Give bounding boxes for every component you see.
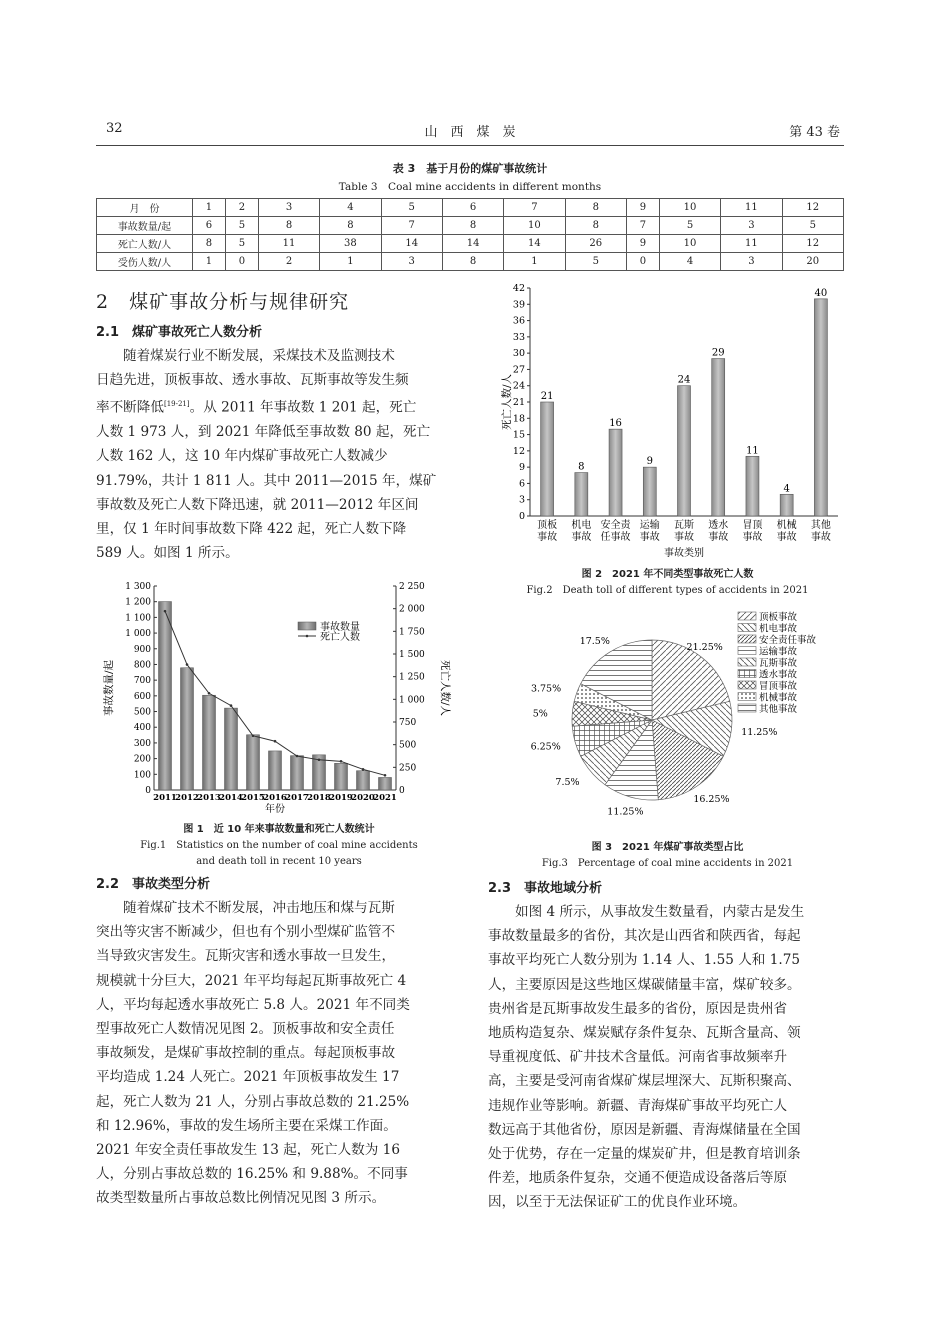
figure-1-caption xyxy=(96,822,462,870)
y-tick-label: 500 xyxy=(133,707,151,718)
table-header-row xyxy=(97,199,844,217)
text-line: 随着煤炭行业不断发展，采煤技术及监测技术 xyxy=(123,348,395,364)
y-tick-label: 39 xyxy=(512,299,525,311)
text-line: 事故频发，是煤矿事故控制的重点。每起顶板事故 xyxy=(96,1045,396,1062)
row-label: 受伤人数/人 xyxy=(97,253,193,271)
legend-swatch xyxy=(738,635,756,643)
y-tick-label: 1 100 xyxy=(125,613,151,624)
y-tick-label: 200 xyxy=(133,754,151,765)
y-tick-label: 800 xyxy=(133,660,151,671)
y-tick-label: 900 xyxy=(133,644,151,655)
bar-accidents xyxy=(203,695,216,790)
text-line: 人数 162 人，这 10 年内煤矿事故死亡人数减少 xyxy=(96,448,388,465)
table-cell: 0 xyxy=(225,253,258,271)
text-line: 当导致灾害发生。瓦斯灾害和透水事故一旦发生， xyxy=(96,948,396,965)
line-point xyxy=(230,704,233,707)
y-tick-label: 3 xyxy=(518,494,525,506)
legend-label: 瓦斯事故 xyxy=(759,658,798,669)
bar-accidents xyxy=(159,602,172,790)
legend-swatch xyxy=(738,704,756,712)
paragraph-2-2 xyxy=(96,896,462,1211)
table-cell: 9 xyxy=(626,235,659,253)
y-tick-label: 400 xyxy=(133,723,151,734)
y-axis-title: 事故数量/起 xyxy=(103,659,115,717)
figure-2-caption-en: Fig.2 Death toll of different types of accidents in 2021 xyxy=(526,585,809,596)
table-cell: 3 xyxy=(381,253,442,271)
bar-accidents xyxy=(291,756,304,790)
text-line: 导重视度低、矿井技术含量低。河南省事故频率升 xyxy=(488,1049,788,1066)
text-line: 型事故死亡人数情况见图 2。顶板事故和安全责任 xyxy=(96,1021,395,1038)
y2-tick-label: 750 xyxy=(399,718,417,728)
bar-accidents xyxy=(225,708,238,790)
y-tick-label: 700 xyxy=(133,676,151,687)
y-tick-label: 0 xyxy=(518,511,525,522)
y2-tick-label: 1 000 xyxy=(399,695,425,706)
legend-label: 机械事故 xyxy=(759,692,798,704)
table-cell: 10 xyxy=(659,199,720,217)
table-cell: 8 xyxy=(258,217,319,235)
table-cell: 7 xyxy=(504,199,565,217)
line-point xyxy=(252,734,255,737)
text-line: 违规作业等影响。新疆、青海煤矿事故平均死亡人 xyxy=(488,1097,788,1114)
data-label: 29 xyxy=(711,347,725,359)
x-tick-label: 2016 xyxy=(263,793,287,803)
table-cell: 8 xyxy=(565,199,626,217)
legend-swatch xyxy=(738,647,756,655)
line-point xyxy=(186,663,189,666)
table-cell: 1 xyxy=(193,199,226,217)
text-line: 日趋先进，顶板事故、透水事故、瓦斯事故等发生频 xyxy=(96,372,409,389)
text-line: 如图 4 所示，从事故发生数量看，内蒙古是发生 xyxy=(515,904,805,920)
line-point xyxy=(296,755,299,758)
table3-caption-en: Table 3 Coal mine accidents in different months xyxy=(338,181,602,193)
table-cell: 1 xyxy=(504,253,565,271)
table-cell: 2 xyxy=(225,199,258,217)
citation: [19-21] xyxy=(163,400,190,409)
figure-1-caption-en-2: and death toll in recent 10 years xyxy=(196,856,362,867)
y-tick-label: 100 xyxy=(133,770,151,781)
y-tick-label: 600 xyxy=(133,691,151,702)
bar xyxy=(712,359,725,516)
table-cell: 3 xyxy=(721,253,782,271)
bar xyxy=(541,402,554,516)
table-row xyxy=(97,253,844,271)
y-axis-title: 死亡人数/人 xyxy=(501,373,513,431)
line-point xyxy=(340,760,343,763)
x-tick-label: 任事故 xyxy=(600,532,631,543)
legend-label: 死亡人数 xyxy=(320,632,360,643)
table-cell: 10 xyxy=(504,217,565,235)
text-line: 随着煤矿技术不断发展，冲击地压和煤与瓦斯 xyxy=(123,900,395,916)
x-tick-label: 2014 xyxy=(219,793,243,803)
x-tick-label: 2013 xyxy=(197,793,221,803)
x-tick-label: 事故 xyxy=(708,532,729,543)
text-line: 贵州省是瓦斯事故发生最多的省份，原因是贵州省 xyxy=(488,1000,788,1017)
table-cell: 3 xyxy=(258,199,319,217)
table-cell: 0 xyxy=(626,253,659,271)
row-label: 死亡人数/人 xyxy=(97,235,193,253)
y-tick-label: 42 xyxy=(512,283,525,294)
text-line: 突出等灾害不断减少，但也有个别小型煤矿监管不 xyxy=(96,924,396,941)
text-line: 人，主要原因是这些地区煤碳储量丰富，煤矿较多。 xyxy=(488,976,801,993)
running-header xyxy=(96,118,844,146)
x-tick-label: 运输 xyxy=(639,520,660,531)
table-cell: 9 xyxy=(626,199,659,217)
x-tick-label: 2019 xyxy=(329,793,353,803)
table3-caption-cn: 表 3 基于月份的煤矿事故统计 xyxy=(392,162,548,175)
y-tick-label: 12 xyxy=(512,445,525,457)
x-tick-label: 机械 xyxy=(776,520,797,531)
data-label: 40 xyxy=(814,287,828,299)
text-line: 事故平均死亡人数分别为 1.14 人、1.55 人和 1.75 xyxy=(488,952,800,969)
y-tick-label: 36 xyxy=(512,315,525,327)
x-tick-label: 2021 xyxy=(373,793,397,803)
page-number: 32 xyxy=(106,121,123,136)
table-cell: 5 xyxy=(659,217,720,235)
slice-label: 6.25% xyxy=(530,741,561,753)
x-tick-label: 事故 xyxy=(810,532,831,543)
slice-label: 21.25% xyxy=(686,642,723,654)
table-cell: 3 xyxy=(721,217,782,235)
text-line: 件差，地质条件复杂，交通不便造成设备落后等原 xyxy=(488,1170,788,1187)
table-cell: 14 xyxy=(504,235,565,253)
bar-accidents xyxy=(379,777,392,790)
text-line: 事故数量最多的省份，其次是山西省和陕西省，每起 xyxy=(488,928,801,945)
bar-accidents xyxy=(357,771,370,790)
x-tick-label: 2018 xyxy=(307,793,331,803)
table-cell: 11 xyxy=(258,235,319,253)
table-cell: 38 xyxy=(320,235,381,253)
legend-label: 事故数量 xyxy=(320,622,360,633)
table-cell: 12 xyxy=(782,235,843,253)
x-tick-label: 事故 xyxy=(776,532,797,543)
x-tick-label: 瓦斯 xyxy=(674,520,694,531)
legend-label: 顶板事故 xyxy=(759,612,798,623)
subsection-heading-2-3: 2.3 事故地域分析 xyxy=(488,881,603,896)
y2-tick-label: 2 250 xyxy=(399,582,425,592)
figure-1-caption-en-1: Fig.1 Statistics on the number of coal mine accidents xyxy=(140,840,418,851)
slice-label: 7.5% xyxy=(555,777,580,789)
text-line: 人，分别占事故总数的 16.25% 和 9.88%。不同事 xyxy=(96,1166,408,1183)
legend-label: 其他事故 xyxy=(759,704,798,715)
slice-label: 16.25% xyxy=(693,794,730,806)
text-line: 数远高于其他省份，原因是新疆、青海煤储量在全国 xyxy=(488,1121,801,1138)
x-tick-label: 事故 xyxy=(674,532,694,543)
table-cell: 4 xyxy=(320,199,381,217)
y-tick-label: 15 xyxy=(512,429,525,441)
y2-axis-title: 死亡人数/人 xyxy=(439,659,451,717)
slice-label: 17.5% xyxy=(579,635,610,647)
bar-accidents xyxy=(247,735,260,790)
paragraph-2-1 xyxy=(96,344,462,565)
figure-3-caption-cn: 图 3 2021 年煤矿事故类型占比 xyxy=(591,842,744,853)
table-cell: 7 xyxy=(381,217,442,235)
text-fragment: 。从 2011 年事故数 1 201 起，死亡 xyxy=(189,399,417,416)
x-tick-label: 透水 xyxy=(708,520,729,531)
y-tick-label: 0 xyxy=(145,786,151,796)
legend-line-point xyxy=(306,635,309,638)
legend-label: 安全责任事故 xyxy=(759,635,817,646)
table-cell: 14 xyxy=(442,235,503,253)
x-tick-label: 2017 xyxy=(285,793,309,803)
text-line: 地质构造复杂、煤炭赋存条件复杂、瓦斯含量高、领 xyxy=(488,1025,801,1042)
data-label: 16 xyxy=(609,418,622,430)
legend-swatch xyxy=(738,693,756,701)
table-cell: 5 xyxy=(782,217,843,235)
line-point xyxy=(164,610,167,613)
left-column-top xyxy=(96,288,462,565)
y-tick-label: 6 xyxy=(518,478,525,490)
table-cell: 10 xyxy=(659,235,720,253)
figure-3-chart xyxy=(492,608,844,838)
data-label: 11 xyxy=(746,445,759,457)
table-cell: 12 xyxy=(782,199,843,217)
text-line: 里，仅 1 年时间事故数下降 422 起，死亡人数下降 xyxy=(96,520,407,537)
table-cell: 11 xyxy=(721,199,782,217)
table-cell: 1 xyxy=(320,253,381,271)
text-line: 人，平均每起透水事故死亡 5.8 人。2021 年不同类 xyxy=(96,996,410,1013)
text-line: 平均造成 1.24 人死亡。2021 年顶板事故发生 17 xyxy=(96,1069,400,1086)
text-line: 589 人。如图 1 所示。 xyxy=(96,545,239,562)
figure-1-caption-cn: 图 1 近 10 年来事故数量和死亡人数统计 xyxy=(183,824,375,835)
bar xyxy=(678,386,691,516)
data-label: 21 xyxy=(540,391,554,402)
table-cell: 6 xyxy=(193,217,226,235)
legend-swatch xyxy=(738,658,756,666)
line-point xyxy=(384,774,387,777)
table-header-label: 月 份 xyxy=(97,199,193,217)
y-tick-label: 33 xyxy=(512,331,525,343)
y2-tick-label: 1 250 xyxy=(399,672,425,683)
bar xyxy=(575,473,588,516)
y-tick-label: 1 300 xyxy=(125,582,151,592)
text-line: 事故数及死亡人数下降迅速，就 2011—2012 年区间 xyxy=(96,496,419,513)
bar xyxy=(780,494,793,516)
text-line xyxy=(96,392,462,420)
bar-accidents xyxy=(181,668,194,790)
x-axis-title: 年份 xyxy=(265,804,285,815)
x-tick-label: 2015 xyxy=(241,793,265,803)
table-cell: 20 xyxy=(782,253,843,271)
text-line: 处于优势，存在一定量的煤炭矿井，但是教育培训条 xyxy=(488,1146,801,1163)
table-cell: 2 xyxy=(258,253,319,271)
slice-label: 11.25% xyxy=(607,806,644,818)
y-tick-label: 1 200 xyxy=(125,597,151,608)
x-tick-label: 顶板 xyxy=(537,520,558,531)
subsection-heading-2-2: 2.2 事故类型分析 xyxy=(96,877,211,892)
data-label: 8 xyxy=(578,461,585,473)
section-heading-2: 2 煤矿事故分析与规律研究 xyxy=(96,291,350,313)
text-line: 故类型数量所占事故总数比例情况见图 3 所示。 xyxy=(96,1190,386,1207)
table-cell: 1 xyxy=(193,253,226,271)
x-tick-label: 冒顶 xyxy=(742,520,763,531)
legend-label: 冒顶事故 xyxy=(759,681,798,692)
table-cell: 14 xyxy=(381,235,442,253)
table-cell: 8 xyxy=(193,235,226,253)
table-cell: 5 xyxy=(565,253,626,271)
x-tick-label: 2012 xyxy=(175,793,199,803)
text-line: 因，以至于无法保证矿工的优良作业环境。 xyxy=(488,1194,747,1211)
text-line: 起，死亡人数为 21 人，分别占事故总数的 21.25% xyxy=(96,1093,410,1110)
y2-tick-label: 0 xyxy=(399,786,405,796)
y2-tick-label: 500 xyxy=(399,740,417,751)
data-label: 4 xyxy=(783,483,790,495)
bar xyxy=(609,429,622,516)
y-tick-label: 21 xyxy=(512,397,525,408)
table-cell: 6 xyxy=(442,199,503,217)
left-column-bottom xyxy=(96,874,462,1211)
table-cell: 5 xyxy=(225,217,258,235)
y-tick-label: 1 000 xyxy=(125,629,151,640)
y-tick-label: 18 xyxy=(512,413,525,425)
text-line: 高，主要是受河南省煤矿煤层埋深大、瓦斯积聚高、 xyxy=(488,1073,801,1090)
legend-swatch xyxy=(738,612,756,620)
x-tick-label: 安全责 xyxy=(600,520,631,531)
table-cell: 8 xyxy=(565,217,626,235)
x-tick-label: 事故 xyxy=(537,532,558,543)
y-tick-label: 24 xyxy=(512,380,525,392)
x-tick-label: 其他 xyxy=(810,520,831,531)
slice-label: 11.25% xyxy=(741,727,778,739)
x-tick-label: 2011 xyxy=(153,793,177,803)
y2-tick-label: 1 500 xyxy=(399,650,425,660)
paragraph-2-3 xyxy=(488,900,844,1215)
slice-label: 5% xyxy=(532,708,548,720)
line-point xyxy=(318,759,321,762)
table-cell: 8 xyxy=(320,217,381,235)
text-fragment: 率不断降低 xyxy=(96,399,164,416)
table-row xyxy=(97,217,844,235)
data-label: 9 xyxy=(646,456,653,468)
bar xyxy=(814,299,827,516)
text-line: 2021 年安全责任事故发生 13 起，死亡人数为 16 xyxy=(96,1142,400,1159)
x-tick-label: 事故 xyxy=(571,532,592,543)
legend-label: 机电事故 xyxy=(759,623,798,635)
bar-accidents xyxy=(269,751,282,790)
legend-label: 透水事故 xyxy=(759,669,798,681)
line-point xyxy=(208,692,211,695)
table-cell: 5 xyxy=(225,235,258,253)
legend-swatch xyxy=(738,624,756,632)
figure-1-chart xyxy=(100,574,455,819)
text-line: 规模就十分巨大，2021 年平均每起瓦斯事故死亡 4 xyxy=(96,972,407,989)
y-tick-label: 27 xyxy=(512,364,525,376)
table-cell: 4 xyxy=(659,253,720,271)
bar-accidents xyxy=(335,763,348,790)
text-line: 91.79%，共计 1 811 人。其中 2011—2015 年，煤矿 xyxy=(96,472,437,489)
table-row xyxy=(97,235,844,253)
figure-2-chart xyxy=(490,278,845,564)
x-tick-label: 2020 xyxy=(351,793,375,803)
figure-3-caption xyxy=(490,840,845,872)
row-label: 事故数量/起 xyxy=(97,217,193,235)
figure-3-caption-en: Fig.3 Percentage of coal mine accidents in 2021 xyxy=(541,858,794,869)
subsection-heading-2-1: 2.1 煤矿事故死亡人数分析 xyxy=(96,325,263,340)
legend-swatch xyxy=(738,670,756,678)
table-cell: 8 xyxy=(442,253,503,271)
y2-tick-label: 250 xyxy=(399,763,417,774)
volume-label: 第 43 卷 xyxy=(789,125,840,140)
y2-tick-label: 1 750 xyxy=(399,627,425,638)
bar xyxy=(643,467,656,516)
figure-2-caption xyxy=(490,567,845,599)
table-cell: 8 xyxy=(442,217,503,235)
table-cell: 7 xyxy=(626,217,659,235)
y2-tick-label: 2 000 xyxy=(399,604,425,615)
x-tick-label: 事故 xyxy=(742,532,763,543)
journal-name: 山 西 煤 炭 xyxy=(424,125,516,140)
legend-swatch-bar xyxy=(298,622,316,630)
legend-label: 运输事故 xyxy=(759,646,798,658)
y-tick-label: 30 xyxy=(512,348,525,360)
y-tick-label: 300 xyxy=(133,738,151,749)
legend-swatch xyxy=(738,681,756,689)
text-line: 和 12.96%，事故的发生场所主要在采煤工作面。 xyxy=(96,1117,397,1134)
text-line: 人数 1 973 人，到 2021 年降低至事故数 80 起，死亡 xyxy=(96,424,431,441)
y-tick-label: 9 xyxy=(518,462,525,474)
table-cell: 5 xyxy=(381,199,442,217)
table3 xyxy=(96,198,844,271)
line-point xyxy=(274,740,277,743)
slice-label: 3.75% xyxy=(530,683,562,695)
bar xyxy=(746,456,759,516)
line-point xyxy=(362,768,365,771)
figure-2-caption-cn: 图 2 2021 年不同类型事故死亡人数 xyxy=(581,569,754,580)
x-axis-title: 事故类别 xyxy=(664,548,704,559)
data-label: 24 xyxy=(677,374,691,386)
x-tick-label: 机电 xyxy=(571,520,592,531)
table-cell: 26 xyxy=(565,235,626,253)
x-tick-label: 事故 xyxy=(639,532,660,543)
right-column-text xyxy=(488,878,844,1215)
table-cell: 11 xyxy=(721,235,782,253)
